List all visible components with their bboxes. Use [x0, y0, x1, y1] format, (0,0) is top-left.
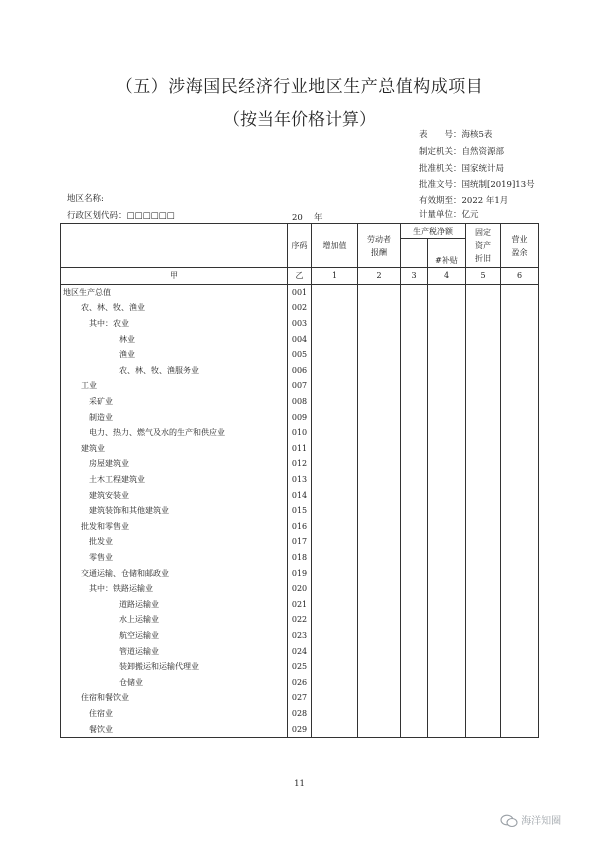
row-cell[interactable] [501, 565, 539, 581]
row-cell[interactable] [358, 674, 401, 690]
row-name: 交通运输、仓储和邮政业 [61, 565, 288, 581]
row-cell[interactable] [358, 456, 401, 472]
row-cell[interactable] [401, 472, 428, 488]
row-cell[interactable] [501, 534, 539, 550]
row-cell[interactable] [501, 674, 539, 690]
row-cell[interactable] [501, 550, 539, 566]
row-cell[interactable] [501, 316, 539, 332]
row-cell[interactable] [501, 347, 539, 363]
row-cell[interactable] [466, 456, 501, 472]
row-cell[interactable] [501, 519, 539, 535]
row-cell[interactable] [428, 690, 466, 706]
row-cell[interactable] [501, 425, 539, 441]
row-cell[interactable] [312, 441, 358, 457]
row-code: 010 [288, 425, 312, 441]
row-cell[interactable] [501, 487, 539, 503]
row-cell[interactable] [428, 394, 466, 410]
row-code: 028 [288, 706, 312, 722]
row-cell[interactable] [501, 612, 539, 628]
row-cell[interactable] [358, 363, 401, 379]
table-row [61, 550, 539, 566]
row-cell[interactable] [312, 363, 358, 379]
row-cell[interactable] [312, 378, 358, 394]
row-cell[interactable] [466, 300, 501, 316]
table-row [61, 363, 539, 379]
row-cell[interactable] [466, 409, 501, 425]
row-name: 房屋建筑业 [61, 456, 288, 472]
row-cell[interactable] [358, 550, 401, 566]
page-title: （五）涉海国民经济行业地区生产总值构成项目 [115, 77, 484, 97]
row-cell[interactable] [466, 394, 501, 410]
row-code: 003 [288, 316, 312, 332]
row-cell[interactable] [358, 643, 401, 659]
row-cell[interactable] [312, 425, 358, 441]
row-cell[interactable] [358, 284, 401, 300]
row-cell[interactable] [312, 596, 358, 612]
table-row [61, 690, 539, 706]
row-cell[interactable] [401, 487, 428, 503]
row-cell[interactable] [466, 596, 501, 612]
index-cell: 2 [358, 268, 401, 285]
row-cell[interactable] [401, 503, 428, 519]
row-cell[interactable] [358, 690, 401, 706]
row-cell[interactable] [466, 347, 501, 363]
row-cell[interactable] [401, 596, 428, 612]
header-labor-pay: 劳动者报酬 [358, 224, 401, 268]
row-cell[interactable] [428, 300, 466, 316]
row-cell[interactable] [466, 706, 501, 722]
header-net-tax-blank [401, 239, 428, 268]
row-cell[interactable] [358, 628, 401, 644]
row-code: 014 [288, 487, 312, 503]
row-name: 制造业 [61, 409, 288, 425]
row-name: 其中：铁路运输业 [61, 581, 288, 597]
row-name: 零售业 [61, 550, 288, 566]
row-code: 013 [288, 472, 312, 488]
watermark-text: 海洋知圈 [521, 816, 562, 827]
row-name: 管道运输业 [61, 643, 288, 659]
table-row [61, 565, 539, 581]
row-code: 007 [288, 378, 312, 394]
row-cell[interactable] [401, 534, 428, 550]
row-cell[interactable] [401, 316, 428, 332]
row-cell[interactable] [358, 300, 401, 316]
row-cell[interactable] [501, 394, 539, 410]
header-surplus: 营业盈余 [501, 224, 539, 268]
row-name: 电力、热力、燃气及水的生产和供应业 [61, 425, 288, 441]
watermark [500, 812, 561, 828]
row-cell[interactable] [501, 472, 539, 488]
header-net-tax: 生产税净额 [401, 224, 466, 239]
row-code: 018 [288, 550, 312, 566]
row-cell[interactable] [428, 284, 466, 300]
row-cell[interactable] [312, 472, 358, 488]
row-cell[interactable] [501, 690, 539, 706]
row-cell[interactable] [312, 347, 358, 363]
row-cell[interactable] [401, 347, 428, 363]
chat-bubble-icon [500, 814, 518, 828]
row-name: 批发业 [61, 534, 288, 550]
row-code: 015 [288, 503, 312, 519]
row-cell[interactable] [466, 581, 501, 597]
row-cell[interactable] [466, 441, 501, 457]
row-cell[interactable] [312, 300, 358, 316]
table-row [61, 534, 539, 550]
row-code: 004 [288, 331, 312, 347]
row-cell[interactable] [401, 425, 428, 441]
table-row [61, 674, 539, 690]
row-cell[interactable] [466, 612, 501, 628]
table-row [61, 596, 539, 612]
row-cell[interactable] [466, 643, 501, 659]
table-row [61, 659, 539, 675]
table-row [61, 316, 539, 332]
row-name: 建筑安装业 [61, 487, 288, 503]
row-name: 林业 [61, 331, 288, 347]
row-cell[interactable] [401, 721, 428, 737]
row-name: 渔业 [61, 347, 288, 363]
index-cell: 乙 [288, 268, 312, 285]
row-cell[interactable] [466, 659, 501, 675]
row-cell[interactable] [428, 472, 466, 488]
row-code: 023 [288, 628, 312, 644]
row-cell[interactable] [358, 347, 401, 363]
row-cell[interactable] [401, 581, 428, 597]
data-table [60, 223, 539, 738]
header-value-added: 增加值 [312, 224, 358, 268]
row-cell[interactable] [466, 565, 501, 581]
table-row [61, 643, 539, 659]
row-cell[interactable] [466, 487, 501, 503]
row-cell[interactable] [466, 550, 501, 566]
row-cell[interactable] [501, 363, 539, 379]
row-code: 016 [288, 519, 312, 535]
row-cell[interactable] [358, 441, 401, 457]
row-cell[interactable] [428, 456, 466, 472]
header-blank [61, 224, 288, 268]
row-name: 装卸搬运和运输代理业 [61, 659, 288, 675]
row-name: 其中：农业 [61, 316, 288, 332]
row-cell[interactable] [501, 643, 539, 659]
table-row [61, 503, 539, 519]
row-cell[interactable] [428, 596, 466, 612]
table-row [61, 721, 539, 737]
row-cell[interactable] [401, 441, 428, 457]
row-cell[interactable] [401, 300, 428, 316]
index-cell: 1 [312, 268, 358, 285]
row-cell[interactable] [358, 596, 401, 612]
form-info-maker: 制定机关：自然资源部 [419, 147, 505, 157]
row-cell[interactable] [501, 331, 539, 347]
row-code: 024 [288, 643, 312, 659]
row-code: 002 [288, 300, 312, 316]
table-row [61, 441, 539, 457]
table-row [61, 706, 539, 722]
row-cell[interactable] [501, 441, 539, 457]
row-code: 017 [288, 534, 312, 550]
header-subsidy: #补贴 [428, 239, 466, 268]
row-cell[interactable] [466, 519, 501, 535]
table-row [61, 378, 539, 394]
form-info-valid-until: 有效期至：2022 年1月 [419, 196, 509, 206]
row-cell[interactable] [501, 503, 539, 519]
row-cell[interactable] [312, 316, 358, 332]
row-cell[interactable] [428, 316, 466, 332]
row-cell[interactable] [312, 534, 358, 550]
row-name: 工业 [61, 378, 288, 394]
row-cell[interactable] [501, 721, 539, 737]
row-cell[interactable] [501, 659, 539, 675]
row-cell[interactable] [358, 487, 401, 503]
row-cell[interactable] [401, 363, 428, 379]
row-name: 建筑装饰和其他建筑业 [61, 503, 288, 519]
table-row [61, 409, 539, 425]
row-cell[interactable] [401, 565, 428, 581]
table-row [61, 612, 539, 628]
row-cell[interactable] [466, 425, 501, 441]
row-code: 022 [288, 612, 312, 628]
row-cell[interactable] [466, 690, 501, 706]
row-cell[interactable] [312, 550, 358, 566]
row-cell[interactable] [428, 519, 466, 535]
row-cell[interactable] [401, 284, 428, 300]
row-cell[interactable] [428, 347, 466, 363]
row-name: 土木工程建筑业 [61, 472, 288, 488]
row-cell[interactable] [428, 659, 466, 675]
row-cell[interactable] [466, 503, 501, 519]
row-cell[interactable] [428, 643, 466, 659]
row-cell[interactable] [401, 612, 428, 628]
row-cell[interactable] [312, 503, 358, 519]
row-name: 批发和零售业 [61, 519, 288, 535]
row-name: 农、林、牧、渔服务业 [61, 363, 288, 379]
row-code: 021 [288, 596, 312, 612]
row-code: 025 [288, 659, 312, 675]
region-name-label: 地区名称: [67, 194, 104, 204]
row-cell[interactable] [428, 550, 466, 566]
row-cell[interactable] [501, 378, 539, 394]
row-name: 地区生产总值 [61, 284, 288, 300]
header-seq: 序码 [288, 224, 312, 268]
row-cell[interactable] [466, 674, 501, 690]
row-code: 001 [288, 284, 312, 300]
row-code: 011 [288, 441, 312, 457]
row-cell[interactable] [358, 316, 401, 332]
row-cell[interactable] [401, 659, 428, 675]
form-info-approval-no: 批准文号：国统制[2019]13号 [419, 180, 535, 190]
row-name: 航空运输业 [61, 628, 288, 644]
row-cell[interactable] [501, 596, 539, 612]
row-cell[interactable] [401, 456, 428, 472]
row-name: 餐饮业 [61, 721, 288, 737]
page-number: 11 [294, 779, 305, 789]
row-cell[interactable] [401, 690, 428, 706]
row-cell[interactable] [428, 706, 466, 722]
row-cell[interactable] [428, 441, 466, 457]
table-row [61, 347, 539, 363]
row-cell[interactable] [401, 550, 428, 566]
row-cell[interactable] [312, 706, 358, 722]
header-depreciation: 固定资产折旧 [466, 224, 501, 268]
table-row [61, 300, 539, 316]
row-cell[interactable] [501, 581, 539, 597]
row-name: 水上运输业 [61, 612, 288, 628]
index-cell: 5 [466, 268, 501, 285]
row-cell[interactable] [466, 284, 501, 300]
row-cell[interactable] [466, 534, 501, 550]
table-row [61, 394, 539, 410]
table-row [61, 487, 539, 503]
row-cell[interactable] [466, 472, 501, 488]
row-cell[interactable] [358, 394, 401, 410]
row-cell[interactable] [466, 721, 501, 737]
row-cell[interactable] [428, 721, 466, 737]
row-cell[interactable] [428, 425, 466, 441]
row-cell[interactable] [401, 674, 428, 690]
table-row [61, 581, 539, 597]
row-cell[interactable] [428, 363, 466, 379]
row-cell[interactable] [501, 284, 539, 300]
row-cell[interactable] [401, 394, 428, 410]
row-cell[interactable] [358, 581, 401, 597]
row-cell[interactable] [312, 659, 358, 675]
row-cell[interactable] [428, 534, 466, 550]
row-cell[interactable] [358, 472, 401, 488]
row-cell[interactable] [358, 503, 401, 519]
row-cell[interactable] [312, 565, 358, 581]
row-cell[interactable] [466, 378, 501, 394]
row-cell[interactable] [501, 628, 539, 644]
form-info-unit: 计量单位：亿元 [419, 210, 479, 220]
row-cell[interactable] [466, 316, 501, 332]
row-name: 住宿和餐饮业 [61, 690, 288, 706]
row-name: 道路运输业 [61, 596, 288, 612]
table-row [61, 284, 539, 300]
row-cell[interactable] [428, 331, 466, 347]
row-cell[interactable] [358, 612, 401, 628]
row-cell[interactable] [358, 565, 401, 581]
row-cell[interactable] [312, 612, 358, 628]
row-code: 027 [288, 690, 312, 706]
table-row [61, 456, 539, 472]
row-name: 住宿业 [61, 706, 288, 722]
row-cell[interactable] [401, 628, 428, 644]
table-row [61, 519, 539, 535]
row-cell[interactable] [358, 659, 401, 675]
row-cell[interactable] [358, 409, 401, 425]
form-info-approver: 批准机关：国家统计局 [419, 164, 505, 174]
row-cell[interactable] [428, 674, 466, 690]
row-cell[interactable] [428, 565, 466, 581]
row-cell[interactable] [358, 519, 401, 535]
row-cell[interactable] [428, 503, 466, 519]
row-cell[interactable] [428, 581, 466, 597]
row-cell[interactable] [312, 331, 358, 347]
row-cell[interactable] [312, 487, 358, 503]
row-cell[interactable] [428, 612, 466, 628]
row-cell[interactable] [401, 378, 428, 394]
form-info-table-no: 表 号：海核5表 [419, 130, 493, 140]
row-code: 012 [288, 456, 312, 472]
row-cell[interactable] [501, 456, 539, 472]
row-code: 005 [288, 347, 312, 363]
row-cell[interactable] [501, 706, 539, 722]
row-code: 019 [288, 565, 312, 581]
row-name: 农、林、牧、渔业 [61, 300, 288, 316]
row-code: 009 [288, 409, 312, 425]
row-cell[interactable] [312, 581, 358, 597]
row-cell[interactable] [501, 300, 539, 316]
row-cell[interactable] [358, 721, 401, 737]
row-cell[interactable] [358, 425, 401, 441]
row-code: 006 [288, 363, 312, 379]
row-cell[interactable] [312, 394, 358, 410]
year-label: 20 年 [292, 213, 323, 223]
row-cell[interactable] [428, 378, 466, 394]
row-cell[interactable] [466, 331, 501, 347]
index-cell: 甲 [61, 268, 288, 285]
row-cell[interactable] [401, 643, 428, 659]
row-cell[interactable] [358, 331, 401, 347]
row-cell[interactable] [428, 409, 466, 425]
region-code-label: 行政区划代码：□□□□□□ [67, 211, 175, 221]
index-cell: 6 [501, 268, 539, 285]
row-cell[interactable] [312, 284, 358, 300]
row-code: 020 [288, 581, 312, 597]
row-cell[interactable] [358, 534, 401, 550]
row-cell[interactable] [312, 456, 358, 472]
row-cell[interactable] [401, 331, 428, 347]
table-row [61, 472, 539, 488]
row-cell[interactable] [466, 628, 501, 644]
table-row [61, 331, 539, 347]
row-cell[interactable] [312, 674, 358, 690]
row-cell[interactable] [401, 519, 428, 535]
row-code: 029 [288, 721, 312, 737]
row-cell[interactable] [358, 706, 401, 722]
row-cell[interactable] [401, 706, 428, 722]
row-code: 008 [288, 394, 312, 410]
row-cell[interactable] [358, 378, 401, 394]
row-cell[interactable] [428, 487, 466, 503]
table-row [61, 425, 539, 441]
row-name: 建筑业 [61, 441, 288, 457]
table-row [61, 628, 539, 644]
row-cell[interactable] [401, 409, 428, 425]
page-subtitle: （按当年价格计算） [223, 110, 376, 130]
row-cell[interactable] [312, 643, 358, 659]
row-code: 026 [288, 674, 312, 690]
index-cell: 4 [428, 268, 466, 285]
row-cell[interactable] [312, 628, 358, 644]
row-name: 采矿业 [61, 394, 288, 410]
row-name: 仓储业 [61, 674, 288, 690]
row-cell[interactable] [312, 409, 358, 425]
row-cell[interactable] [312, 690, 358, 706]
row-cell[interactable] [312, 721, 358, 737]
index-cell: 3 [401, 268, 428, 285]
row-cell[interactable] [501, 409, 539, 425]
row-cell[interactable] [312, 519, 358, 535]
row-cell[interactable] [466, 363, 501, 379]
row-cell[interactable] [428, 628, 466, 644]
